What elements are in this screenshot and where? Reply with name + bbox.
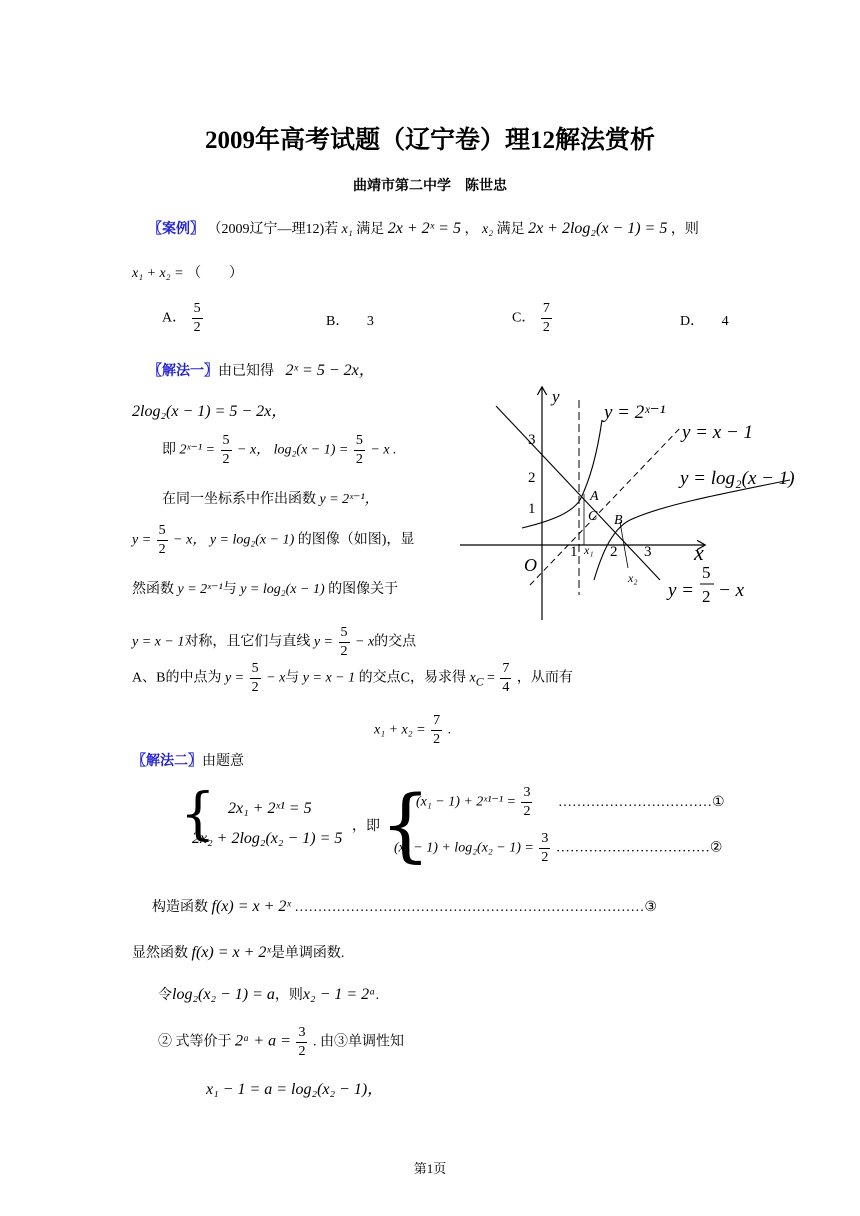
option-a-frac: $\frac{5}{2}$ <box>193 301 201 335</box>
case-comma: ， <box>464 222 479 237</box>
case-paren: （ ） <box>187 266 244 281</box>
option-b-label: B． <box>326 314 350 329</box>
system1-eq1: 2x₁ + 2ˣ¹ = 5 <box>228 800 312 817</box>
point-b-label: B <box>614 513 623 528</box>
sol2-header: 〖解法二〗由题意 <box>132 754 244 769</box>
page-title: 2009年高考试题（辽宁卷）理12解法赏析 <box>204 127 655 154</box>
let-line: 令log₂(x₂ − 1) = a，则x₂ − 1 = 2ᵃ. <box>158 986 380 1003</box>
option-d-value: 4 <box>721 314 729 329</box>
label-decreasing-b: − x <box>718 580 745 601</box>
sol1-tag: 〖解法一〗 <box>148 364 218 379</box>
y-tick-2: 2 <box>528 470 536 486</box>
case-line <box>148 218 699 238</box>
system2-brace: { <box>380 778 431 871</box>
sol1-line1: 〖解法一〗由已知得 2ˣ = 5 − 2x， <box>148 362 375 379</box>
sol1-line4: 在同一坐标系中作出函数 y = 2ˣ⁻¹， <box>162 492 379 507</box>
final-line: x₁ − 1 = a = log₂(x₂ − 1)， <box>206 1081 384 1098</box>
label-decreasing-den: 2 <box>702 587 711 606</box>
line-decreasing <box>496 406 660 580</box>
x-tick-2: 2 <box>610 544 618 560</box>
y-tick-3: 3 <box>528 432 536 448</box>
label-decreasing-a: y = <box>668 580 695 601</box>
dots-1: ……………………………① <box>557 794 725 810</box>
x-axis-label: x <box>694 540 704 565</box>
case-cond2: 满足 <box>496 222 525 237</box>
sol1-line5: y = $\frac{5}{2}$ − x， y = log₂(x − 1) 的图像（如图)，显 <box>132 523 415 557</box>
case-eq1: 2x + 2ˣ = 5 <box>387 220 461 237</box>
option-a-label: A． <box>162 310 187 326</box>
construct-line: 构造函数 f(x) = x + 2ˣ …………………………………………………………………③ <box>152 898 657 915</box>
origin-label: O <box>524 555 537 575</box>
page-number: 第1页 <box>413 1161 447 1176</box>
system2-eq1: (x₁ − 1) + 2ˣ¹⁻¹ = $\frac{3}{2}$ ……………………………① <box>416 785 725 819</box>
case-intro: （2009辽宁—理12)若 <box>207 222 339 237</box>
sol2-tag: 〖解法二〗 <box>132 754 202 769</box>
case-eq2: 2x + 2log₂(x − 1) = 5 <box>528 220 668 237</box>
system2-eq2: (x₂ − 1) + log₂(x₂ − 1) = $\frac{3}{2}$ ……………………………② <box>394 831 723 865</box>
option-d <box>680 310 729 330</box>
point-a-label: A <box>590 489 599 504</box>
case-x1: x₁ <box>341 222 353 237</box>
x2-marker: x₂ <box>628 571 638 585</box>
line-symmetry <box>530 426 682 585</box>
dots-3: …………………………………………………………………③ <box>294 900 657 915</box>
x-tick-1: 1 <box>570 544 578 560</box>
x-tick-3: 3 <box>644 544 652 560</box>
option-b-value: 3 <box>366 314 374 329</box>
equiv-line: ② 式等价于 2ᵃ + a = $\frac{3}{2}$ . 由③单调性知 <box>158 1025 404 1059</box>
system1-eq2: 2x₂ + 2log₂(x₂ − 1) = 5 <box>192 830 343 847</box>
case-x2: x₂ <box>481 222 494 237</box>
dots-2: ……………………………② <box>555 840 723 856</box>
sol1-result: x₁ + x₂ = $\frac{7}{2}$ . <box>374 713 452 747</box>
sol1-line3: 即 2ˣ⁻¹ = $\frac{5}{2}$ − x， log₂(x − 1) = $\frac{5}{2}$ − x . <box>162 433 397 467</box>
option-c-label: C． <box>512 310 536 326</box>
sol1-line2: 2log₂(x − 1) = 5 − 2x， <box>132 403 288 420</box>
point-c-label: C <box>588 509 598 524</box>
curve-logarithm <box>594 480 790 580</box>
label-symmetry-line: y = x − 1 <box>682 422 754 443</box>
sol1-line8: A、B的中点为 y = $\frac{5}{2}$ − x与 y = x − 1 的交点C，易求得 $x_C$ = $\frac{7}{4}$ ，从而有 <box>132 661 573 695</box>
label-decreasing-num: 5 <box>702 563 711 582</box>
system1-brace: { <box>180 782 216 847</box>
option-d-label: D． <box>680 314 705 329</box>
case-question <box>132 262 243 282</box>
case-tag: 〖案例〗 <box>148 222 204 237</box>
option-c-frac: $\frac{7}{2}$ <box>542 301 550 335</box>
system-ji: ，即 <box>352 819 380 834</box>
case-then: ，则 <box>670 222 699 237</box>
y-axis-label: y <box>552 387 560 406</box>
option-a <box>162 300 205 337</box>
mono-line: 显然函数 f(x) = x + 2ˣ是单调函数. <box>132 944 345 961</box>
function-graph <box>460 380 820 625</box>
case-sum: x₁ + x₂ = <box>132 266 184 281</box>
case-cond1: 满足 <box>356 222 385 237</box>
y-tick-1: 1 <box>528 501 536 517</box>
label-exponential: y = 2ˣ⁻¹ <box>604 402 666 423</box>
sol1-line6: 然函数 y = 2ˣ⁻¹与 y = log₂(x − 1) 的图像关于 <box>132 582 399 597</box>
x1-marker: x₁ <box>584 543 594 557</box>
sol1-line7: y = x − 1对称，且它们与直线 y = $\frac{5}{2}$ − x的交点 <box>132 625 417 659</box>
label-logarithm: y = log₂(x − 1) <box>680 468 795 489</box>
option-c <box>512 300 554 337</box>
author-line: 曲靖市第二中学 陈世忠 <box>353 179 507 194</box>
option-b <box>326 310 374 330</box>
